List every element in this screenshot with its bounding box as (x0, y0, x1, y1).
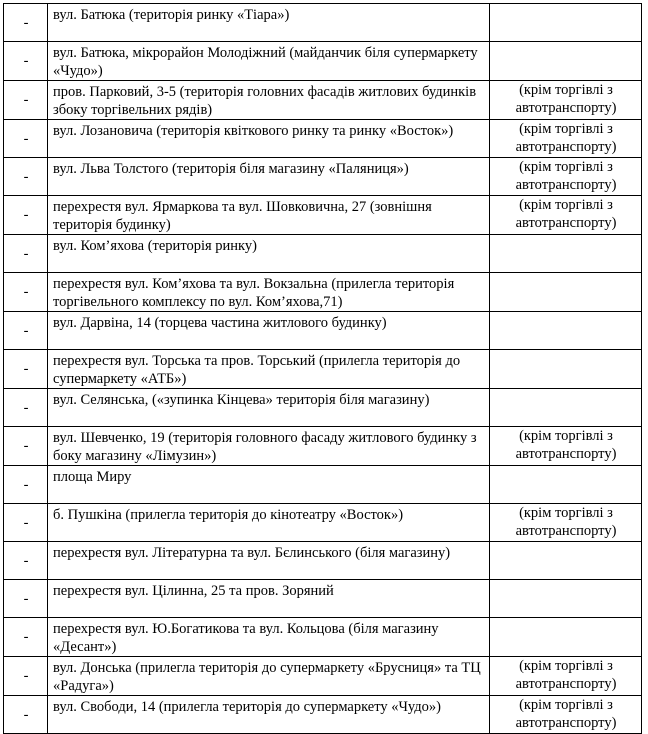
row-note (490, 235, 642, 273)
row-address: перехрестя вул. Ком’яхова та вул. Вокзальна (прилегла територія торгівельного комплексу по вул. Ком’яхова,71) (48, 273, 490, 312)
table-row (4, 158, 642, 196)
table-row (4, 120, 642, 158)
row-note: (крім торгівлі з автотранспорту) (490, 427, 642, 466)
row-note (490, 389, 642, 427)
row-address: вул. Ком’яхова (територія ринку) (48, 235, 490, 273)
table-row (4, 580, 642, 618)
row-dash: - (4, 696, 48, 734)
row-address: перехрестя вул. Літературна та вул. Бєлинського (біля магазину) (48, 542, 490, 580)
row-address: перехрестя вул. Ярмаркова та вул. Шовковична, 27 (зовнішня територія будинку) (48, 196, 490, 235)
row-note (490, 618, 642, 657)
row-address: площа Миру (48, 466, 490, 504)
table-row (4, 81, 642, 120)
row-dash: - (4, 466, 48, 504)
row-address: вул. Селянська, («зупинка Кінцева» територія біля магазину) (48, 389, 490, 427)
row-dash: - (4, 273, 48, 312)
table-row (4, 235, 642, 273)
row-dash: - (4, 618, 48, 657)
row-dash: - (4, 312, 48, 350)
table-row (4, 696, 642, 734)
row-address: перехрестя вул. Ю.Богатикова та вул. Кольцова (біля магазину «Десант») (48, 618, 490, 657)
row-note (490, 580, 642, 618)
table-row (4, 542, 642, 580)
row-note: (крім торгівлі з автотранспорту) (490, 196, 642, 235)
row-address: вул. Лозановича (територія квіткового ринку та ринку «Восток») (48, 120, 490, 158)
table-row (4, 618, 642, 657)
row-dash: - (4, 580, 48, 618)
row-dash: - (4, 4, 48, 42)
row-note: (крім торгівлі з автотранспорту) (490, 81, 642, 120)
table-row (4, 466, 642, 504)
row-note (490, 312, 642, 350)
row-dash: - (4, 158, 48, 196)
table-row (4, 427, 642, 466)
table-row (4, 350, 642, 389)
table-row (4, 42, 642, 81)
row-note (490, 350, 642, 389)
row-dash: - (4, 196, 48, 235)
table-row (4, 312, 642, 350)
table-row (4, 504, 642, 542)
row-dash: - (4, 120, 48, 158)
row-address: пров. Парковий, 3-5 (територія головних фасадів житлових будинків збоку торгівельних рядів) (48, 81, 490, 120)
locations-table (3, 3, 642, 734)
row-note (490, 466, 642, 504)
row-note (490, 542, 642, 580)
row-address: вул. Батюка, мікрорайон Молодіжний (майданчик біля супермаркету «Чудо») (48, 42, 490, 81)
row-note: (крім торгівлі з автотранспорту) (490, 120, 642, 158)
table-row (4, 196, 642, 235)
row-address: вул. Дарвіна, 14 (торцева частина житлового будинку) (48, 312, 490, 350)
row-address: вул. Свободи, 14 (прилегла територія до супермаркету «Чудо») (48, 696, 490, 734)
row-address: перехрестя вул. Торська та пров. Торський (прилегла територія до супермаркету «АТБ») (48, 350, 490, 389)
table-row (4, 273, 642, 312)
row-dash: - (4, 657, 48, 696)
row-dash: - (4, 389, 48, 427)
table-row (4, 657, 642, 696)
row-dash: - (4, 542, 48, 580)
row-dash: - (4, 235, 48, 273)
row-address: вул. Батюка (територія ринку «Тіара») (48, 4, 490, 42)
row-address: вул. Льва Толстого (територія біля магазину «Паляниця») (48, 158, 490, 196)
row-note (490, 4, 642, 42)
row-dash: - (4, 42, 48, 81)
table-row (4, 4, 642, 42)
row-dash: - (4, 350, 48, 389)
locations-table-body (4, 4, 642, 734)
row-address: вул. Донська (прилегла територія до супермаркету «Брусниця» та ТЦ «Радуга») (48, 657, 490, 696)
row-address: перехрестя вул. Цілинна, 25 та пров. Зоряний (48, 580, 490, 618)
row-address: б. Пушкіна (прилегла територія до кінотеатру «Восток») (48, 504, 490, 542)
row-note: (крім торгівлі з автотранспорту) (490, 657, 642, 696)
row-note: (крім торгівлі з автотранспорту) (490, 158, 642, 196)
table-row (4, 389, 642, 427)
row-address: вул. Шевченко, 19 (територія головного фасаду житлового будинку з боку магазину «Лімузин») (48, 427, 490, 466)
row-note: (крім торгівлі з автотранспорту) (490, 696, 642, 734)
row-note (490, 273, 642, 312)
row-dash: - (4, 81, 48, 120)
row-dash: - (4, 504, 48, 542)
row-dash: - (4, 427, 48, 466)
row-note: (крім торгівлі з автотранспорту) (490, 504, 642, 542)
row-note (490, 42, 642, 81)
